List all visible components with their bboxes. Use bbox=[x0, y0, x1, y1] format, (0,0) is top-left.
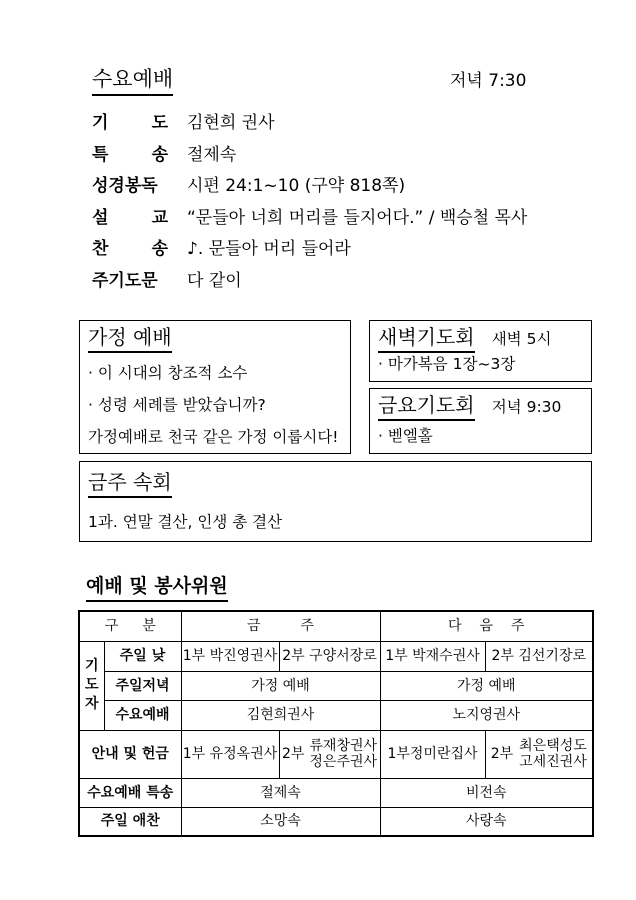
family-worship-line: · 이 시대의 창조적 소수 bbox=[88, 364, 248, 382]
prayer-group-label: 기 도 자 bbox=[79, 641, 104, 730]
order-row-hymn bbox=[92, 234, 612, 266]
header-this-week: 금 주 bbox=[181, 611, 380, 641]
cell-value: 1부정미란집사 bbox=[380, 730, 485, 778]
order-label: 찬 송 bbox=[92, 239, 168, 259]
order-row-prayer bbox=[92, 108, 612, 140]
cell-value: 2부 김선기장로 bbox=[485, 641, 593, 671]
cell-group-title: 금주 속회 bbox=[88, 468, 172, 498]
cell-value: 김현희권사 bbox=[181, 700, 380, 730]
cell-value: 가정 예배 bbox=[181, 671, 380, 700]
table-header-row bbox=[79, 611, 593, 641]
row-label-wednesday: 수요예배 bbox=[104, 700, 181, 730]
order-value: 김현희 권사 bbox=[187, 113, 275, 133]
dawn-prayer-box bbox=[369, 320, 592, 382]
cell-value: 1부 유정옥권사 bbox=[181, 730, 279, 778]
friday-prayer-box bbox=[369, 388, 592, 454]
family-worship-line: · 성령 세례를 받았습니까? bbox=[88, 396, 266, 414]
order-label: 주기도문 bbox=[92, 270, 158, 291]
dawn-prayer-line: · 마가복음 1장~3장 bbox=[378, 355, 516, 373]
order-label: 성경봉독 bbox=[92, 176, 158, 196]
cell-value: 사랑속 bbox=[380, 807, 593, 836]
cell-group-box bbox=[79, 461, 592, 542]
table-row bbox=[79, 641, 593, 671]
order-row-special-song bbox=[92, 140, 612, 172]
order-value: “문들아 너희 머리를 들지어다.” / 백승철 목사 bbox=[187, 207, 528, 228]
family-worship-box bbox=[79, 320, 351, 454]
order-label: 기 도 bbox=[92, 113, 168, 133]
staff-section-title: 예배 및 봉사위원 bbox=[86, 572, 228, 602]
order-label: 설 교 bbox=[92, 207, 168, 228]
cell-value: 노지영권사 bbox=[380, 700, 593, 730]
cell-value: 가정 예배 bbox=[380, 671, 593, 700]
wednesday-service-title: 수요예배 bbox=[92, 64, 173, 96]
row-label-sunday-day: 주일 낮 bbox=[104, 641, 181, 671]
table-row bbox=[79, 807, 593, 836]
cell-value: 소망속 bbox=[181, 807, 380, 836]
table-row bbox=[79, 730, 593, 778]
order-label: 특 송 bbox=[92, 144, 168, 165]
cell-value: 1부 박진영권사 bbox=[181, 641, 279, 671]
table-row bbox=[79, 671, 593, 700]
row-label-sunday-refresh: 주일 애찬 bbox=[79, 807, 181, 836]
dawn-prayer-title: 새벽기도회 bbox=[378, 323, 475, 353]
friday-prayer-line: · 벧엘홀 bbox=[378, 427, 433, 445]
wednesday-service-time: 저녁 7:30 bbox=[450, 71, 527, 91]
service-order bbox=[92, 108, 612, 297]
order-row-sermon bbox=[92, 203, 612, 235]
friday-prayer-title: 금요기도회 bbox=[378, 391, 475, 421]
order-row-scripture bbox=[92, 171, 612, 203]
order-value: 시편 24:1~10 (구약 818쪽) bbox=[187, 176, 406, 196]
cell-value-split: 2부 류재창권사 정은주권사 bbox=[279, 730, 380, 778]
staff-table bbox=[78, 610, 594, 837]
table-row bbox=[79, 700, 593, 730]
order-value: 다 같이 bbox=[187, 270, 242, 291]
table-row bbox=[79, 778, 593, 807]
order-value: ♪. 문들아 머리 들어라 bbox=[187, 239, 351, 259]
cell-group-line: 1과. 연말 결산, 인생 총 결산 bbox=[88, 513, 283, 531]
row-label-wed-special: 수요예배 특송 bbox=[79, 778, 181, 807]
order-row-lords-prayer bbox=[92, 266, 612, 298]
header-category: 구 분 bbox=[79, 611, 181, 641]
dawn-prayer-time: 새벽 5시 bbox=[491, 330, 552, 348]
cell-value: 비전속 bbox=[380, 778, 593, 807]
row-label-sunday-evening: 주일저녁 bbox=[104, 671, 181, 700]
order-value: 절제속 bbox=[187, 144, 237, 165]
family-worship-line: 가정예배로 천국 같은 가정 이룹시다! bbox=[88, 428, 339, 446]
friday-prayer-time: 저녁 9:30 bbox=[491, 398, 562, 416]
cell-value: 1부 박재수권사 bbox=[380, 641, 485, 671]
cell-value: 2부 구양서장로 bbox=[279, 641, 380, 671]
family-worship-title: 가정 예배 bbox=[88, 323, 172, 353]
row-label-guide-offering: 안내 및 헌금 bbox=[79, 730, 181, 778]
cell-value: 절제속 bbox=[181, 778, 380, 807]
cell-value-split: 2부 최은택성도 고세진권사 bbox=[485, 730, 593, 778]
header-next-week: 다 음 주 bbox=[380, 611, 593, 641]
